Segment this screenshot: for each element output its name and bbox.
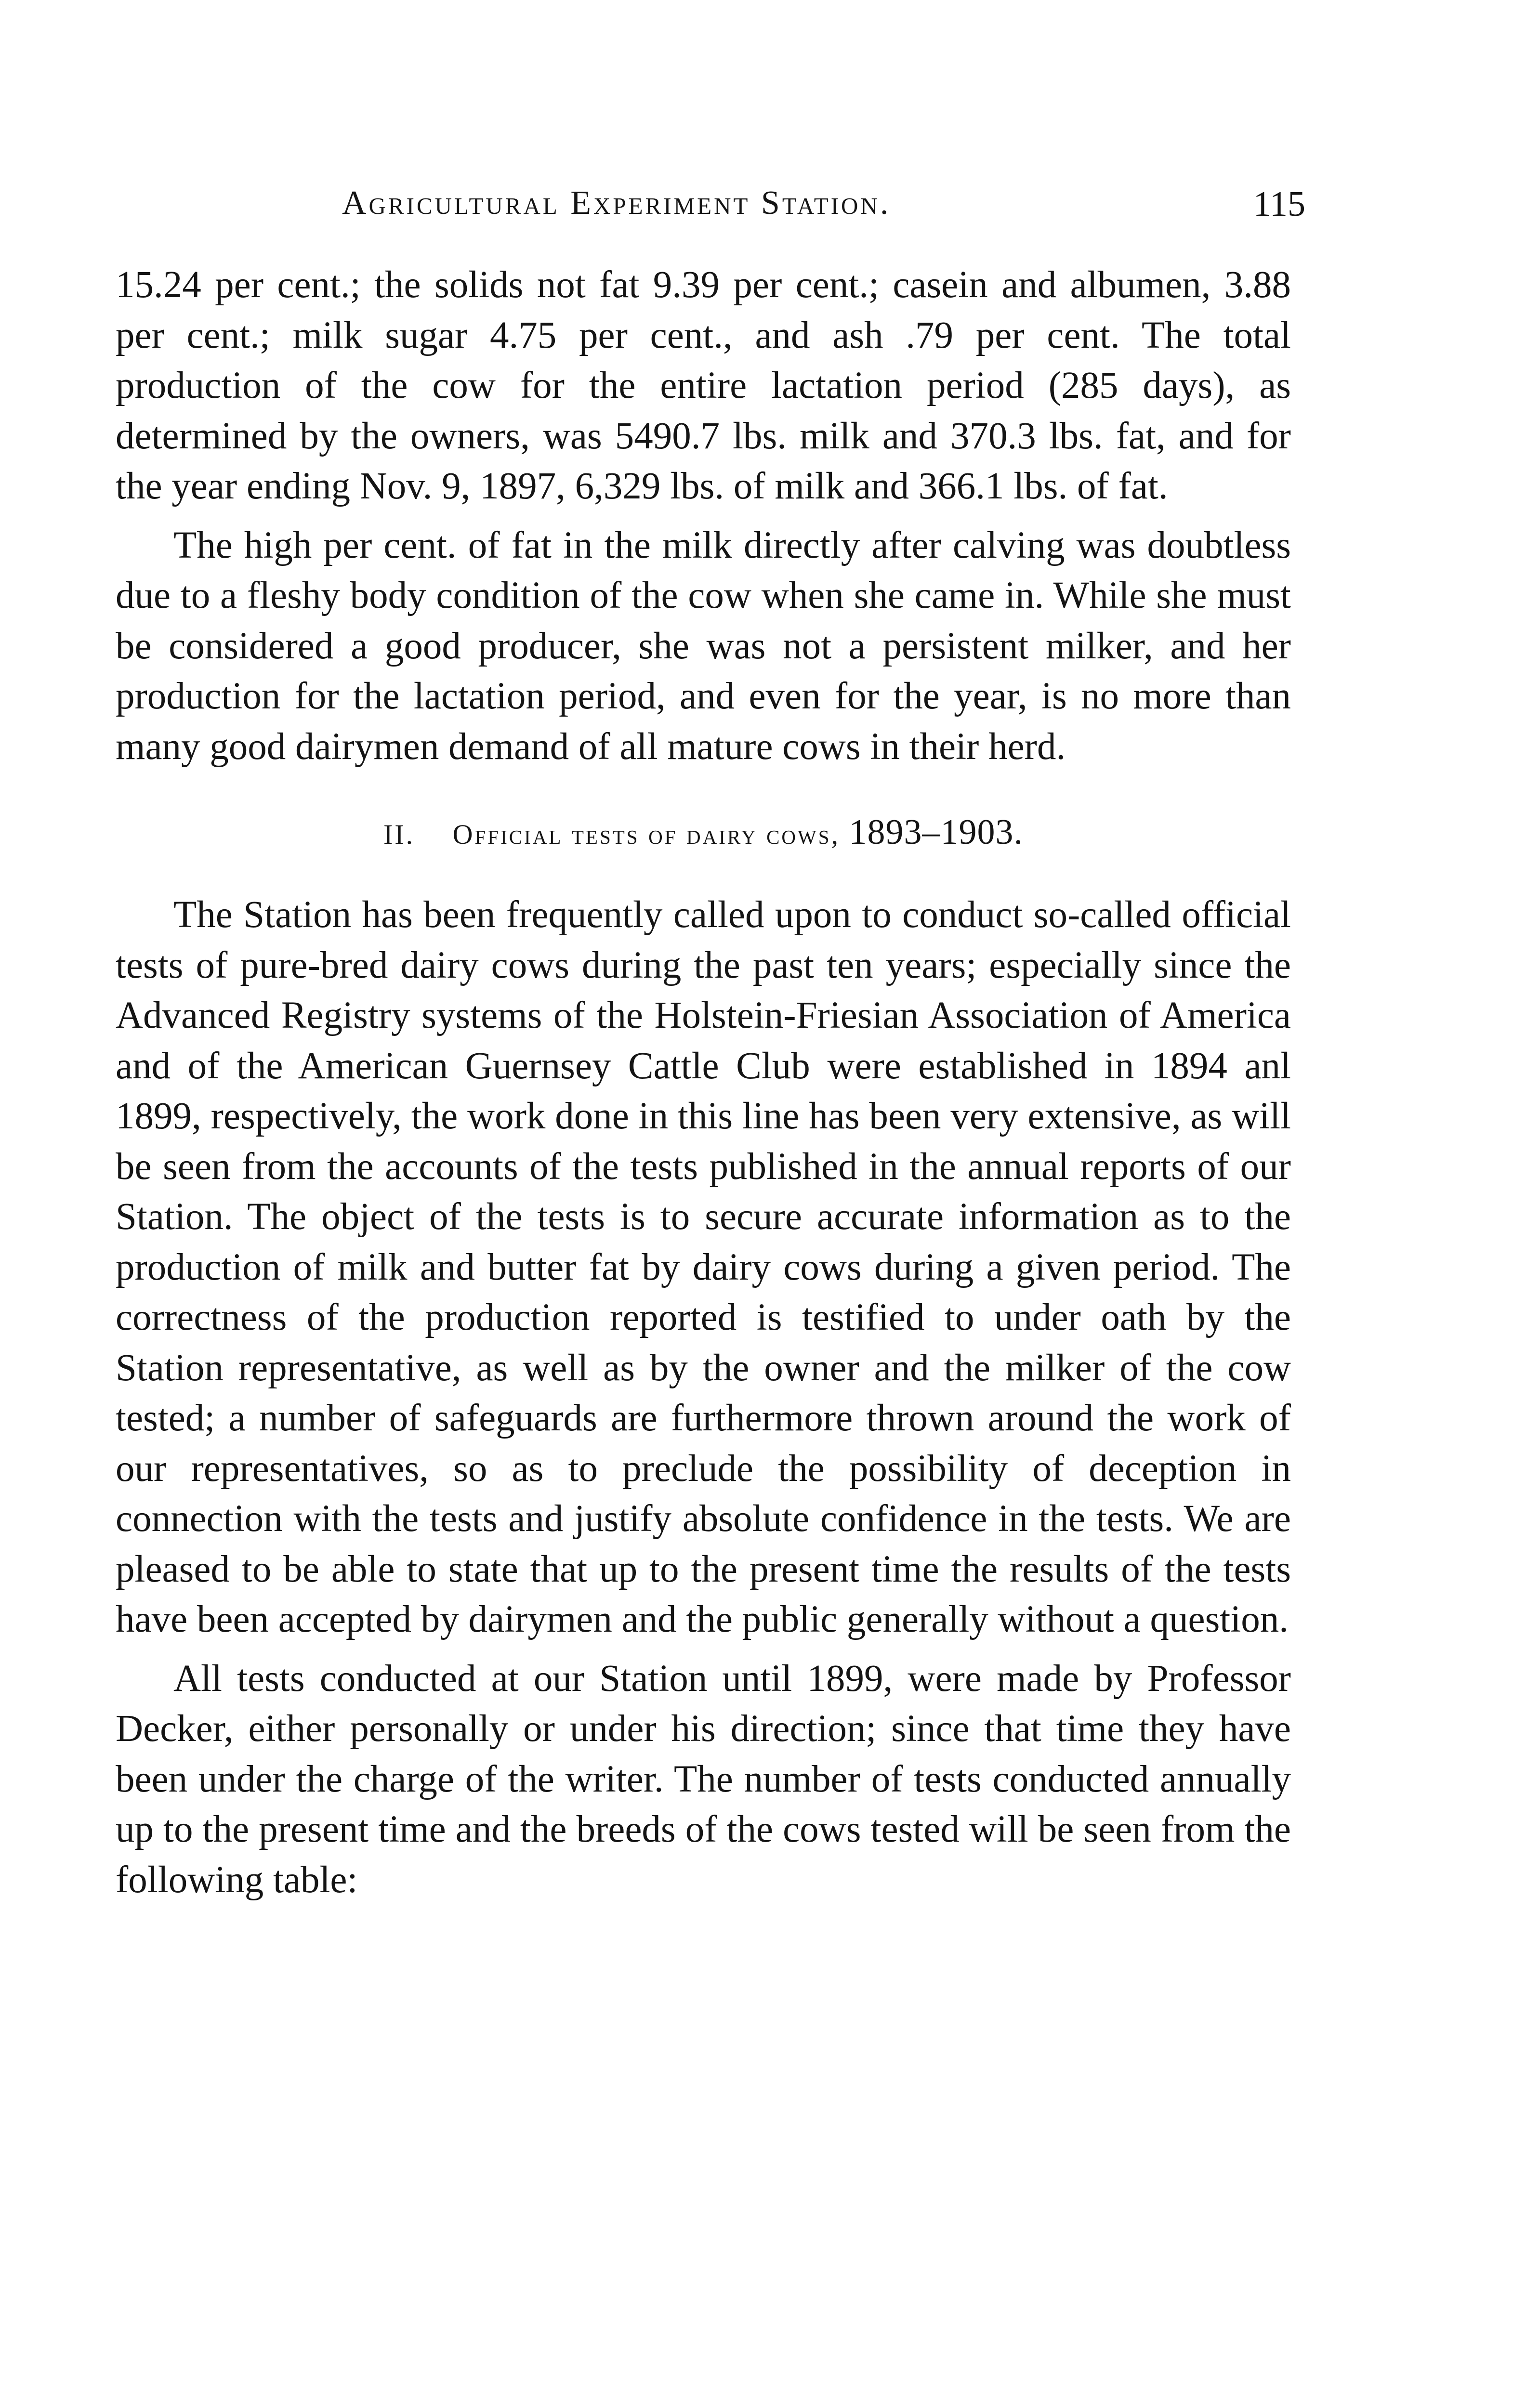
page-header [116, 173, 1305, 246]
paragraph-continued: 15.24 per cent.; the solids not fat 9.39 per cent.; casein and albumen, 3.88 per cent.; milk sugar 4.75 per cent., and ash .79 per cent. The total production of the cow for the entire lactation period (285 days), as determined by the owners, was 5490.7 lbs. milk and 370.3 lbs. fat, and for the year ending Nov. 9, 1897, 6,329 lbs. of milk and 366.1 lbs. of fat. [116, 264, 1291, 507]
section-title: Official tests of dairy cows, [452, 819, 841, 850]
running-head: Agricultural Experiment Station. [342, 184, 891, 222]
section-number: II. [383, 819, 415, 850]
section-heading [116, 806, 1291, 861]
paragraph-tests-conducted: All tests conducted at our Station until 1899, were made by Professor Decker, either personally or under his direction; since that time they have been under the charge of the writer. The number of tests conducted annually up to the present time and the breeds of the cows tested will be seen from the following table: [116, 1657, 1291, 1901]
paragraph-fat-note: The high per cent. of fat in the milk directly after calving was doubtless due to a fleshy body condition of the cow when she came in. While she must be considered a good producer, she was not a persistent milker, and her production for the lactation period, and even for the year, is no more than many good dairymen demand of all mature cows in their herd. [116, 524, 1291, 768]
section-years: 1893–1903. [849, 812, 1024, 852]
paragraph-official-tests: The Station has been frequently called upon to conduct so-called official tests of pure-bred dairy cows during the past ten years; especially since the Advanced Registry systems of the Holstein-Friesian Association of America and of the American Guernsey Cattle Club were established in 1894 anl 1899, respectively, the work done in this line has been very extensive, as will be seen from the accounts of the tests published in the annual reports of our Station. The object of the tests is to secure accurate information as to the production of milk and butter fat by dairy cows during a given period. The correctness of the production reported is testified to under oath by the Station representative, as well as by the owner and the milker of the cow tested; a number of safeguards are furthermore thrown around the work of our representatives, so as to preclude the possibility of deception in connection with the tests and justify absolute confidence in the tests. We are pleased to be able to state that up to the present time the results of the tests have been accepted by dairymen and the public generally without a question. [116, 894, 1291, 1640]
paragraph-gap [116, 1645, 1291, 1654]
paragraph-gap [116, 512, 1291, 521]
page-number: 115 [1253, 184, 1305, 224]
body-text [116, 260, 1291, 1905]
